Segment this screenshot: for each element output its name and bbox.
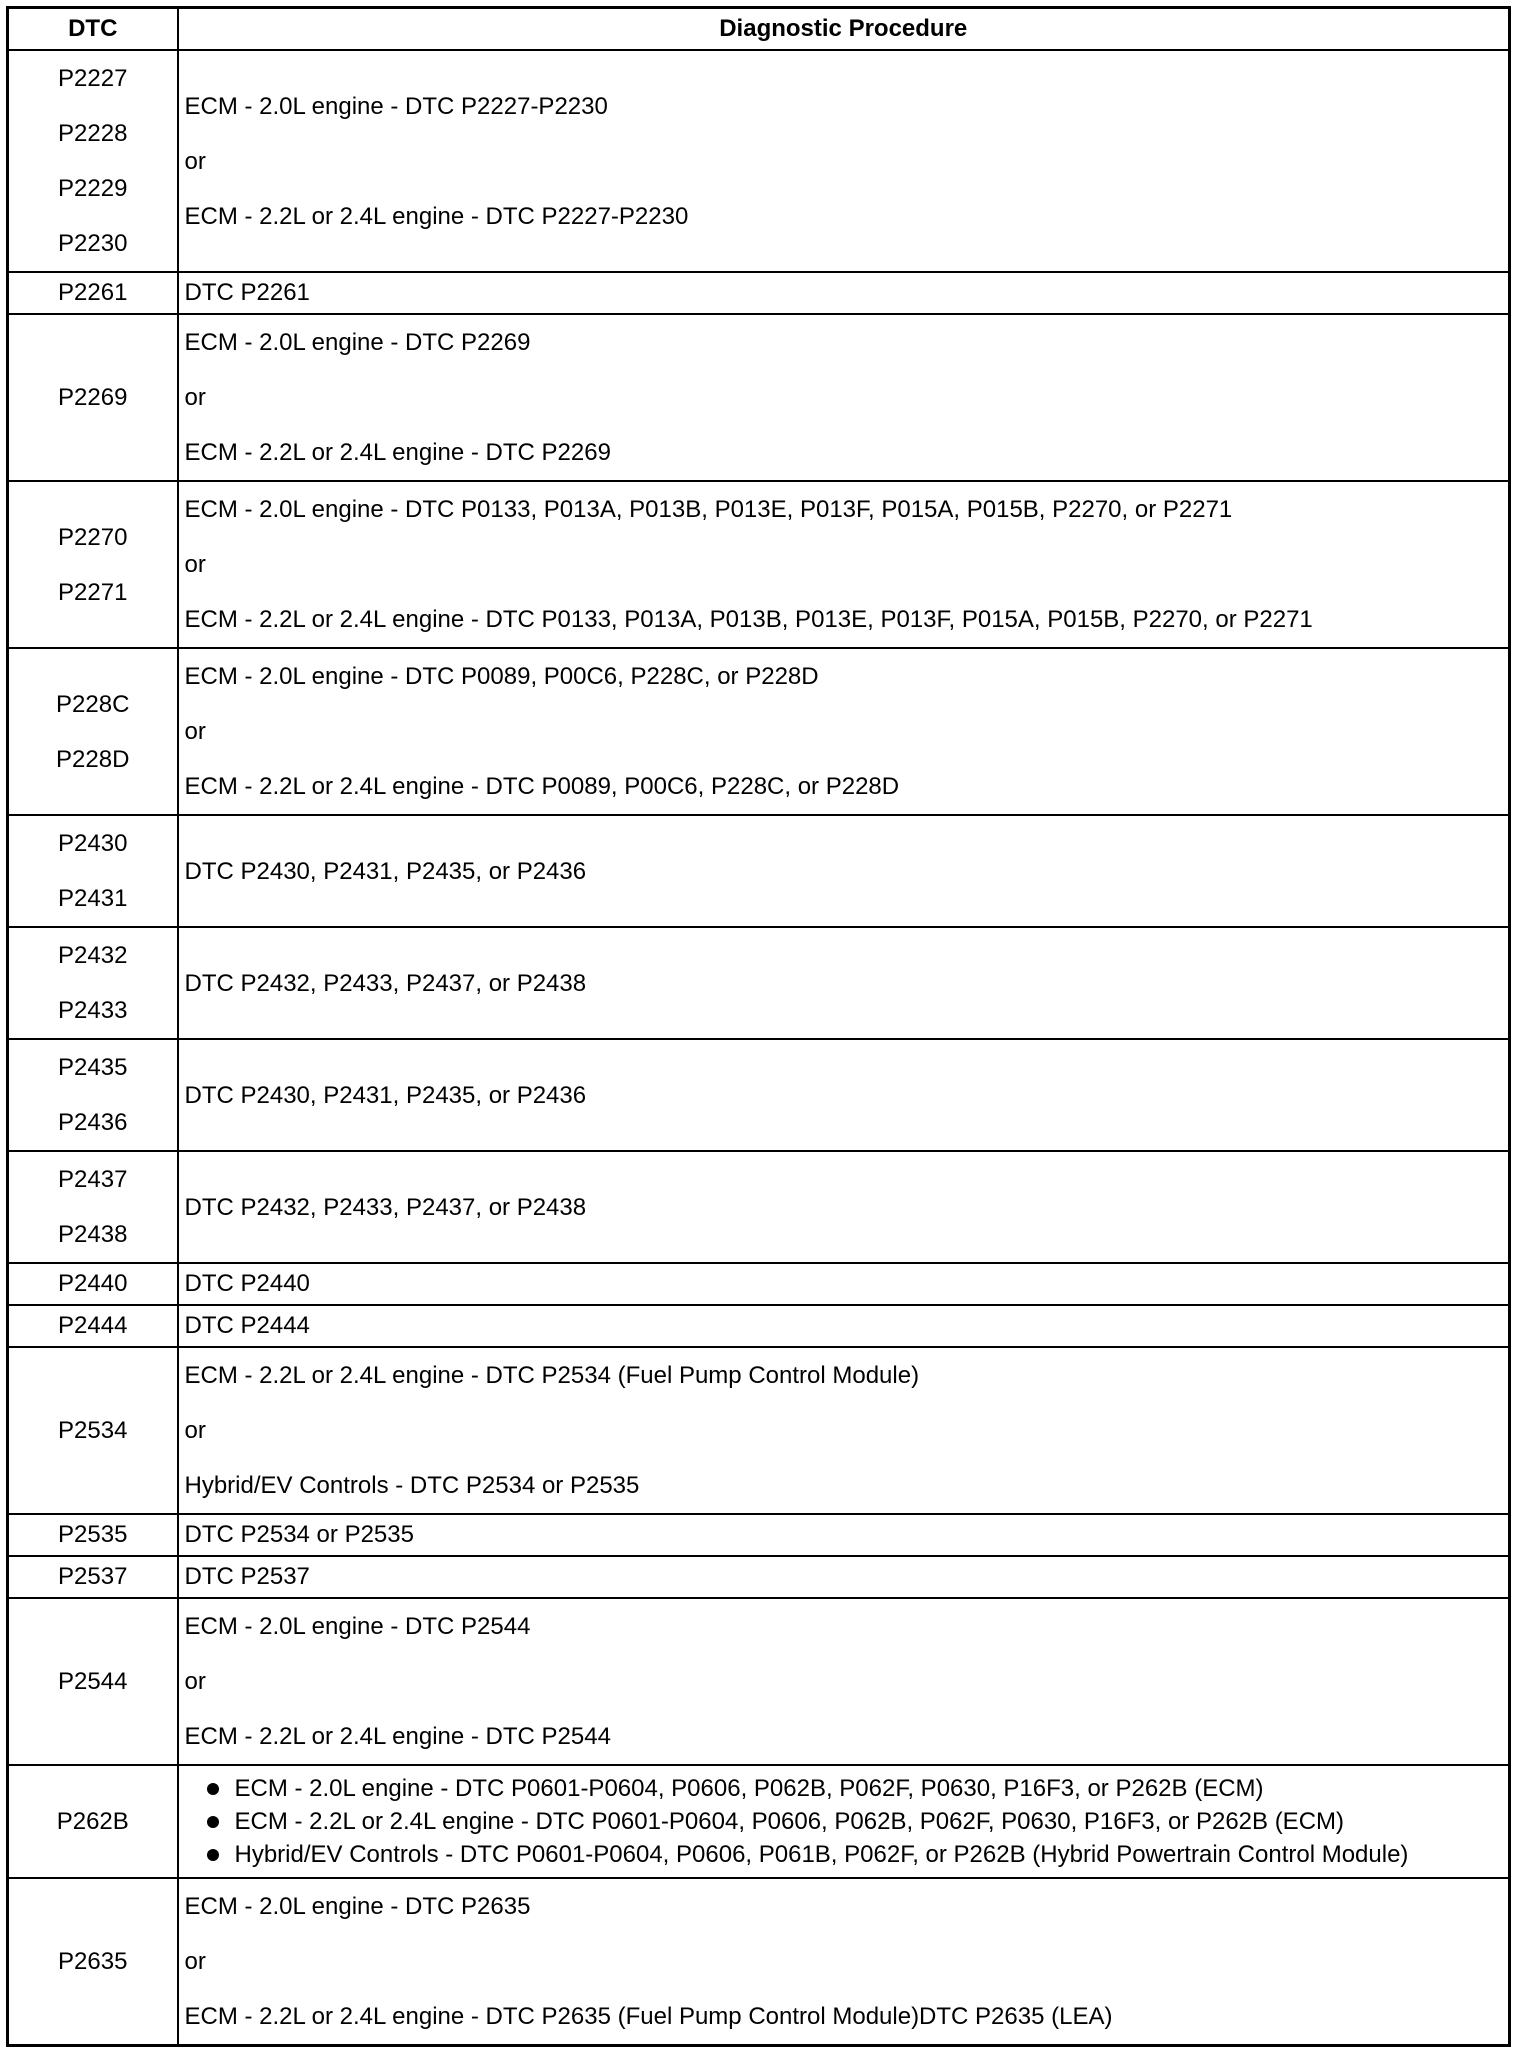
table-row bbox=[8, 1514, 1510, 1556]
dtc-code: P2228 bbox=[58, 120, 128, 147]
procedure-text: Hybrid/EV Controls - DTC P0601-P0604, P0606, P061B, P062F, or P262B (Hybrid Powertrain Control Module) bbox=[234, 1841, 1409, 1868]
dtc-cell bbox=[8, 314, 178, 481]
table-row bbox=[8, 1305, 1510, 1347]
procedure-bullet-item bbox=[207, 1805, 1503, 1838]
dtc-code: P2261 bbox=[58, 279, 128, 306]
procedure-column-header: Diagnostic Procedure bbox=[178, 8, 1510, 51]
procedure-text: DTC P2430, P2431, P2435, or P2436 bbox=[184, 857, 587, 885]
procedure-text: DTC P2261 bbox=[184, 279, 310, 306]
dtc-cell bbox=[8, 481, 178, 648]
table-row bbox=[8, 272, 1510, 314]
procedure-text: ECM - 2.2L or 2.4L engine - DTC P2269 bbox=[184, 439, 611, 466]
procedure-cell bbox=[178, 1765, 1510, 1878]
dtc-cell bbox=[8, 1878, 178, 2046]
dtc-table bbox=[6, 6, 1511, 2047]
dtc-code: P2227 bbox=[58, 65, 128, 92]
dtc-code: P2635 bbox=[58, 1948, 128, 1975]
bullet-icon bbox=[207, 1849, 219, 1861]
procedure-text: DTC P2430, P2431, P2435, or P2436 bbox=[184, 1081, 587, 1109]
or-separator: or bbox=[184, 551, 206, 578]
procedure-cell bbox=[178, 1305, 1510, 1347]
dtc-code: P2269 bbox=[58, 384, 128, 411]
procedure-text: Hybrid/EV Controls - DTC P2534 or P2535 bbox=[184, 1472, 640, 1499]
procedure-text: ECM - 2.2L or 2.4L engine - DTC P2544 bbox=[184, 1723, 611, 1750]
dtc-cell bbox=[8, 1514, 178, 1556]
dtc-cell bbox=[8, 1598, 178, 1765]
dtc-cell bbox=[8, 50, 178, 272]
procedure-cell bbox=[178, 1151, 1510, 1263]
procedure-cell bbox=[178, 815, 1510, 927]
dtc-cell bbox=[8, 1347, 178, 1514]
procedure-text: ECM - 2.0L engine - DTC P0089, P00C6, P228C, or P228D bbox=[184, 663, 819, 690]
procedure-text: DTC P2432, P2433, P2437, or P2438 bbox=[184, 1193, 587, 1221]
dtc-cell bbox=[8, 1556, 178, 1598]
dtc-cell bbox=[8, 272, 178, 314]
procedure-bullet-item bbox=[207, 1838, 1503, 1871]
dtc-cell bbox=[8, 1765, 178, 1878]
procedure-text: ECM - 2.2L or 2.4L engine - DTC P2635 (Fuel Pump Control Module)DTC P2635 (LEA) bbox=[184, 2003, 1113, 2030]
procedure-text: DTC P2440 bbox=[184, 1270, 310, 1297]
dtc-code: P2435 bbox=[58, 1054, 128, 1081]
procedure-bullet-item bbox=[207, 1772, 1503, 1805]
or-separator: or bbox=[184, 718, 206, 745]
procedure-bullet-list bbox=[185, 1772, 1503, 1871]
procedure-cell bbox=[178, 1598, 1510, 1765]
procedure-cell bbox=[178, 1263, 1510, 1305]
dtc-code: P228C bbox=[56, 690, 130, 718]
procedure-text: ECM - 2.0L engine - DTC P2544 bbox=[184, 1613, 531, 1640]
table-header-row bbox=[8, 8, 1510, 51]
procedure-text: DTC P2432, P2433, P2437, or P2438 bbox=[184, 969, 587, 997]
procedure-cell bbox=[178, 481, 1510, 648]
procedure-text: ECM - 2.0L engine - DTC P0601-P0604, P0606, P062B, P062F, P0630, P16F3, or P262B (ECM) bbox=[234, 1775, 1264, 1802]
dtc-cell bbox=[8, 648, 178, 815]
table-row bbox=[8, 481, 1510, 648]
dtc-code: P2229 bbox=[58, 175, 128, 202]
dtc-code: P2534 bbox=[58, 1417, 128, 1444]
dtc-cell bbox=[8, 815, 178, 927]
procedure-text: DTC P2534 or P2535 bbox=[184, 1521, 414, 1548]
procedure-text: ECM - 2.0L engine - DTC P2269 bbox=[184, 329, 531, 356]
table-row bbox=[8, 1598, 1510, 1765]
table-row bbox=[8, 50, 1510, 272]
procedure-cell bbox=[178, 1514, 1510, 1556]
dtc-code: P2537 bbox=[58, 1563, 128, 1590]
procedure-cell bbox=[178, 1039, 1510, 1151]
dtc-code: P2438 bbox=[58, 1221, 128, 1248]
procedure-text: ECM - 2.2L or 2.4L engine - DTC P0133, P013A, P013B, P013E, P013F, P015A, P015B, P2270, or P2271 bbox=[184, 606, 1313, 633]
table-row bbox=[8, 1556, 1510, 1598]
dtc-code: P2431 bbox=[58, 885, 128, 912]
dtc-code: P2535 bbox=[58, 1521, 128, 1548]
procedure-text: ECM - 2.2L or 2.4L engine - DTC P0089, P00C6, P228C, or P228D bbox=[184, 773, 900, 800]
dtc-cell bbox=[8, 1151, 178, 1263]
dtc-code: P262B bbox=[56, 1807, 129, 1835]
dtc-code: P2436 bbox=[58, 1109, 128, 1136]
bullet-icon bbox=[207, 1816, 219, 1828]
dtc-code: P2437 bbox=[58, 1166, 128, 1193]
procedure-cell bbox=[178, 1556, 1510, 1598]
procedure-cell bbox=[178, 272, 1510, 314]
dtc-code: P228D bbox=[56, 745, 130, 773]
table-row bbox=[8, 927, 1510, 1039]
dtc-code: P2230 bbox=[58, 230, 128, 257]
procedure-text: ECM - 2.2L or 2.4L engine - DTC P2534 (Fuel Pump Control Module) bbox=[184, 1362, 920, 1389]
dtc-cell bbox=[8, 927, 178, 1039]
table-row bbox=[8, 1263, 1510, 1305]
dtc-column-header: DTC bbox=[8, 8, 178, 51]
or-separator: or bbox=[184, 1417, 206, 1444]
dtc-code: P2270 bbox=[58, 523, 128, 551]
or-separator: or bbox=[184, 384, 206, 411]
procedure-cell bbox=[178, 314, 1510, 481]
table-row bbox=[8, 1039, 1510, 1151]
procedure-text: ECM - 2.2L or 2.4L engine - DTC P2227-P2230 bbox=[184, 202, 689, 230]
dtc-code: P2271 bbox=[58, 578, 128, 606]
dtc-code: P2544 bbox=[58, 1668, 128, 1695]
dtc-code: P2440 bbox=[58, 1270, 128, 1297]
dtc-cell bbox=[8, 1305, 178, 1347]
procedure-cell bbox=[178, 648, 1510, 815]
procedure-text: ECM - 2.0L engine - DTC P2227-P2230 bbox=[184, 92, 608, 120]
procedure-cell bbox=[178, 1878, 1510, 2046]
procedure-text: ECM - 2.0L engine - DTC P0133, P013A, P013B, P013E, P013F, P015A, P015B, P2270, or P2271 bbox=[184, 496, 1233, 523]
bullet-icon bbox=[207, 1783, 219, 1795]
dtc-code: P2430 bbox=[58, 830, 128, 857]
dtc-cell bbox=[8, 1039, 178, 1151]
table-body bbox=[8, 50, 1510, 2046]
procedure-text: ECM - 2.0L engine - DTC P2635 bbox=[184, 1893, 531, 1920]
table-row bbox=[8, 314, 1510, 481]
procedure-text: ECM - 2.2L or 2.4L engine - DTC P0601-P0604, P0606, P062B, P062F, P0630, P16F3, or P262B (ECM) bbox=[234, 1808, 1345, 1835]
or-separator: or bbox=[184, 1948, 206, 1975]
procedure-cell bbox=[178, 1347, 1510, 1514]
table-row bbox=[8, 1151, 1510, 1263]
procedure-cell bbox=[178, 50, 1510, 272]
table-row bbox=[8, 1878, 1510, 2046]
table-row bbox=[8, 1347, 1510, 1514]
procedure-text: DTC P2537 bbox=[184, 1563, 310, 1590]
table-row bbox=[8, 1765, 1510, 1878]
procedure-cell bbox=[178, 927, 1510, 1039]
or-separator: or bbox=[184, 1668, 206, 1695]
dtc-code: P2432 bbox=[58, 942, 128, 969]
procedure-text: DTC P2444 bbox=[184, 1312, 310, 1339]
table-row bbox=[8, 648, 1510, 815]
dtc-code: P2444 bbox=[58, 1312, 128, 1339]
table-row bbox=[8, 815, 1510, 927]
dtc-code: P2433 bbox=[58, 997, 128, 1024]
dtc-cell bbox=[8, 1263, 178, 1305]
or-separator: or bbox=[184, 147, 206, 175]
